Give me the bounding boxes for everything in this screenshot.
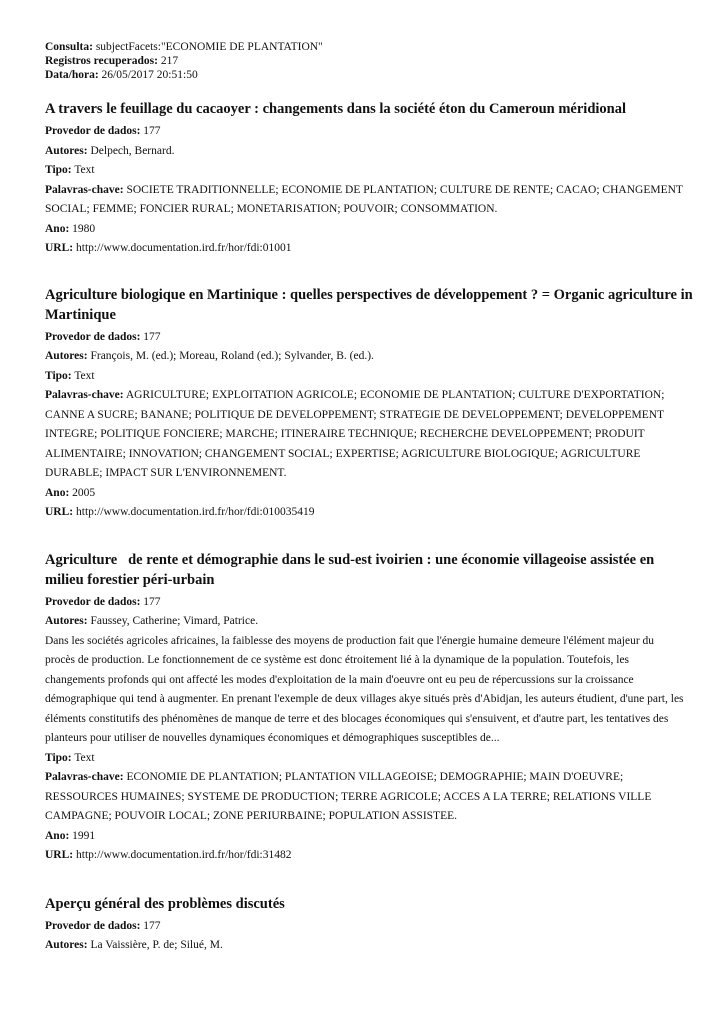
provider-value: 177: [143, 595, 161, 608]
provider-field: [45, 328, 685, 348]
authors-label: Autores:: [45, 350, 88, 362]
authors-value: Delpech, Bernard.: [90, 144, 175, 157]
provider-value: 177: [143, 919, 161, 932]
record-3: [45, 550, 685, 866]
provider-field: [45, 917, 685, 937]
keywords-field: [45, 386, 685, 484]
record-title: Aperçu général des problèmes discutés: [45, 895, 285, 912]
keywords-value: SOCIETE TRADITIONNELLE; ECONOMIE DE PLANTATION; CULTURE DE RENTE; CACAO; CHANGEMENT SOCIAL; FEMME; FONCIER RURAL; MONETARISATION; POUVOIR; CONSOMMATION.: [45, 183, 683, 215]
year-value: 2005: [72, 486, 96, 499]
type-field: [45, 749, 685, 769]
authors-label: Autores:: [45, 615, 88, 627]
year-label: Ano:: [45, 486, 70, 499]
type-label: Tipo:: [45, 369, 72, 382]
authors-field: [45, 142, 685, 162]
year-label: Ano:: [45, 829, 70, 842]
type-field: [45, 161, 685, 181]
url-label: URL:: [45, 506, 74, 518]
provider-value: 177: [143, 125, 161, 137]
keywords-field: [45, 768, 685, 827]
authors-field: [45, 936, 685, 956]
keywords-label: Palavras-chave:: [45, 183, 124, 196]
authors-field: [45, 612, 685, 632]
year-field: [45, 827, 685, 847]
query-line: [45, 40, 685, 54]
records-count-value: 217: [160, 55, 179, 67]
authors-value: François, M. (ed.); Moreau, Roland (ed.); Sylvander, B. (ed.).: [90, 350, 374, 362]
authors-label: Autores:: [45, 144, 88, 157]
keywords-label: Palavras-chave:: [45, 771, 124, 783]
type-value: Text: [74, 164, 95, 176]
authors-value: La Vaissière, P. de; Silué, M.: [90, 939, 223, 951]
year-field: [45, 220, 685, 240]
record-title: A travers le feuillage du cacaoyer : changements dans la société éton du Cameroun méridional: [45, 101, 627, 117]
query-value: subjectFacets:"ECONOMIE DE PLANTATION": [95, 41, 323, 53]
provider-label: Provedor de dados:: [45, 330, 141, 343]
provider-value: 177: [143, 330, 161, 343]
provider-field: [45, 122, 685, 142]
record-2: [45, 285, 693, 523]
year-label: Ano:: [45, 222, 70, 235]
keywords-value: ECONOMIE DE PLANTATION; PLANTATION VILLAGEOISE; DEMOGRAPHIE; MAIN D'OEUVRE; RESSOURCES HUMAINES; SYSTEME DE PRODUCTION; TERRE AGRICOLE; ACCES A LA TERRE; RELATIONS VILLE CAMPAGNE; POUVOIR LOCAL; ZONE PERIURBAINE; POPULATION ASSISTEE.: [45, 771, 652, 822]
authors-label: Autores:: [45, 939, 88, 951]
url-field: [45, 846, 685, 866]
authors-field: [45, 347, 685, 367]
type-label: Tipo:: [45, 164, 72, 176]
records-count-line: [45, 54, 685, 68]
datetime-label: Data/hora:: [45, 69, 99, 81]
datetime-line: [45, 68, 685, 82]
year-value: 1980: [72, 222, 96, 235]
type-value: Text: [74, 369, 95, 382]
type-label: Tipo:: [45, 751, 72, 764]
query-label: Consulta:: [45, 41, 93, 53]
keywords-label: Palavras-chave:: [45, 389, 124, 401]
url-link[interactable]: http://www.documentation.ird.fr/hor/fdi:01001: [76, 242, 292, 254]
record-title: Agriculture de rente et démographie dans le sud-est ivoirien : une économie villageoise assistée en milieu forestier péri-urbain: [45, 551, 658, 588]
url-label: URL:: [45, 242, 74, 254]
provider-label: Provedor de dados:: [45, 125, 141, 137]
provider-label: Provedor de dados:: [45, 919, 141, 932]
records-count-label: Registros recuperados:: [45, 55, 158, 67]
provider-label: Provedor de dados:: [45, 595, 141, 608]
url-link[interactable]: http://www.documentation.ird.fr/hor/fdi:31482: [76, 849, 292, 861]
record-1: [45, 99, 685, 259]
abstract-text: Dans les sociétés agricoles africaines, la faiblesse des moyens de production fait que l'énergie humaine demeure l'élément majeur du procès de production. Le fonctionnement de ce système est donc étroitement lié à la dynamique de la population. Toutefois, les changements profonds qui ont affecté les modes d'exploitation de la main d'oeuvre ont eu peu de répercussions sur la croissance démographique qui tend à augmenter. En prenant l'exemple de deux villages akye situés près d'Abidjan, les auteurs étudient, d'une part, les éléments constitutifs des phénomènes de manque de terre et des blocages économiques qui s'ensuivent, et d'autre part, les tentatives des planteurs pour utiliser de nouvelles dynamiques économiques et démographiques susceptibles de...: [45, 634, 684, 744]
type-field: [45, 367, 685, 387]
year-field: [45, 484, 685, 504]
url-field: [45, 239, 685, 259]
keywords-field: [45, 181, 685, 220]
url-field: [45, 503, 685, 523]
url-link[interactable]: http://www.documentation.ird.fr/hor/fdi:010035419: [76, 506, 315, 518]
year-value: 1991: [72, 829, 96, 842]
provider-field: [45, 593, 685, 613]
keywords-value: AGRICULTURE; EXPLOITATION AGRICOLE; ECONOMIE DE PLANTATION; CULTURE D'EXPORTATION; CANNE A SUCRE; BANANE; POLITIQUE DE DEVELOPPEMENT; STRATEGIE DE DEVELOPPEMENT; DEVELOPPEMENT INTEGRE; POLITIQUE FONCIERE; MARCHE; ITINERAIRE TECHNIQUE; RECHERCHE DEVELOPPEMENT; PRODUIT ALIMENTAIRE; INNOVATION; CHANGEMENT SOCIAL; EXPERTISE; AGRICULTURE BIOLOGIQUE; AGRICULTURE DURABLE; IMPACT SUR L'ENVIRONNEMENT.: [45, 389, 665, 479]
datetime-value: 26/05/2017 20:51:50: [101, 69, 198, 81]
url-label: URL:: [45, 849, 74, 861]
record-4: [45, 894, 685, 956]
search-results-page: [45, 40, 693, 956]
record-title: Agriculture biologique en Martinique : quelles perspectives de développement ? = Organic agriculture in Martinique: [45, 286, 693, 323]
authors-value: Faussey, Catherine; Vimard, Patrice.: [90, 615, 259, 627]
query-header: [45, 40, 685, 82]
type-value: Text: [74, 751, 95, 764]
